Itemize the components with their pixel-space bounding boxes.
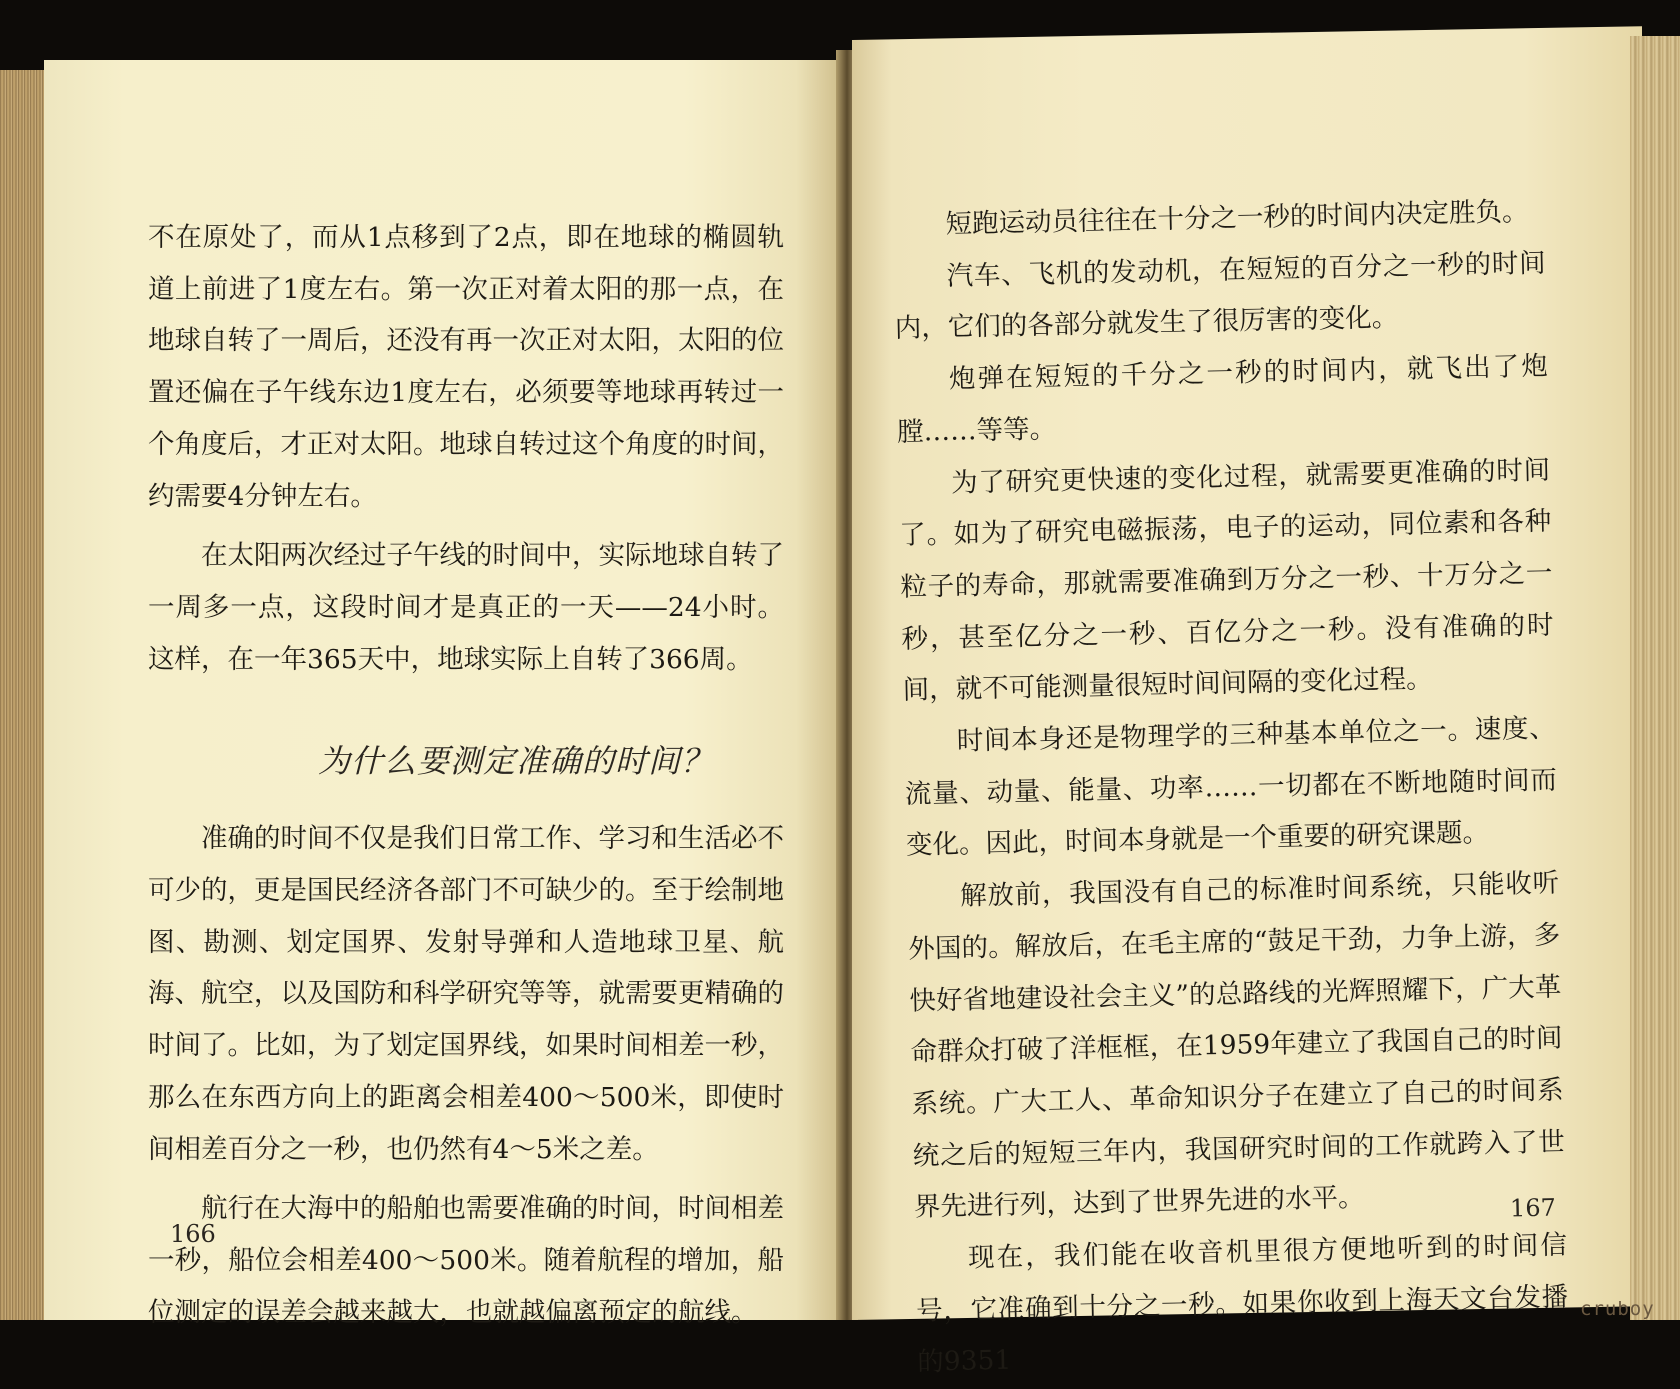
right-page-text	[892, 186, 1570, 1389]
page-number-left: 166	[170, 1220, 216, 1248]
page-number-right: 167	[1509, 1193, 1557, 1223]
paragraph: 为了研究更快速的变化过程，就需要更准确的时间了。如为了研究电磁振荡，电子的运动，同位素和各种粒子的寿命，那就需要准确到万分之一秒、十万分之一秒，甚至亿分之一秒、百亿分之一秒。没有准确的时间，就不可能测量很短时间间隔的变化过程。	[898, 454, 1554, 707]
paragraph: 不在原处了，而从1点移到了2点，即在地球的椭圆轨道上前进了1度左右。第一次正对着太阳的那一点，在地球自转了一周后，还没有再一次正对太阳，太阳的位置还偏在子午线东边1度左右，必须要等地球再转过一个角度后，才正对太阳。地球自转过这个角度的时间，约需要4分钟左右。	[148, 222, 784, 512]
paragraph: 在太阳两次经过子午线的时间中，实际地球自转了一周多一点，这段时间才是真正的一天——24小时。这样，在一年365天中，地球实际上自转了366周。	[148, 540, 784, 675]
paragraph: 航行在大海中的船舶也需要准确的时间，时间相差一秒，船位会相差400～500米。随着航程的增加，船位测定的误差会越来越大，也就越偏离预定的航线。	[148, 1193, 784, 1328]
left-page-edge	[0, 70, 48, 1320]
paragraph: 现在，我们能在收音机里很方便地听到的时间信号，它准确到十分之一秒。如果你收到上海天文台发播的9351	[915, 1229, 1569, 1379]
paragraph: 汽车、飞机的发动机，在短短的百分之一秒的时间内，它们的各部分就发生了很厉害的变化。	[894, 247, 1546, 345]
paragraph: 短跑运动员往往在十分之一秒的时间内决定胜负。	[945, 196, 1529, 240]
section-heading: 为什么要测定准确的时间？	[318, 742, 715, 781]
paragraph: 炮弹在短短的千分之一秒的时间内，就飞出了炮膛……等等。	[896, 350, 1549, 448]
right-page-edge	[1630, 36, 1680, 1320]
left-page-text	[148, 212, 784, 1338]
watermark: cruboy	[1580, 1298, 1655, 1320]
paragraph: 准确的时间不仅是我们日常工作、学习和生活必不可少的，更是国民经济各部门不可缺少的。至于绘制地图、勘测、划定国界、发射导弹和人造地球卫星、航海、航空，以及国防和科学研究等等，就需要更精确的时间了。比如，为了划定国界线，如果时间相差一秒，那么在东西方向上的距离会相差400～500米，即使时间相差百分之一秒，也仍然有4～5米之差。	[148, 823, 784, 1165]
paragraph: 时间本身还是物理学的三种基本单位之一。速度、流量、动量、能量、功率……一切都在不断地随时间而变化。因此，时间本身就是一个重要的研究课题。	[904, 712, 1558, 862]
paragraph: 解放前，我国没有自己的标准时间系统，只能收听外国的。解放后，在毛主席的“鼓足干劲，力争上游，多快好省地建设社会主义”的总路线的光辉照耀下，广大革命群众打破了洋框框，在1959年建立了我国自己的时间系统。广大工人、革命知识分子在建立了自己的时间系统之后的短短三年内，我国研究时间的工作就跨入了世界先进行列，达到了世界先进的水平。	[908, 867, 1566, 1224]
